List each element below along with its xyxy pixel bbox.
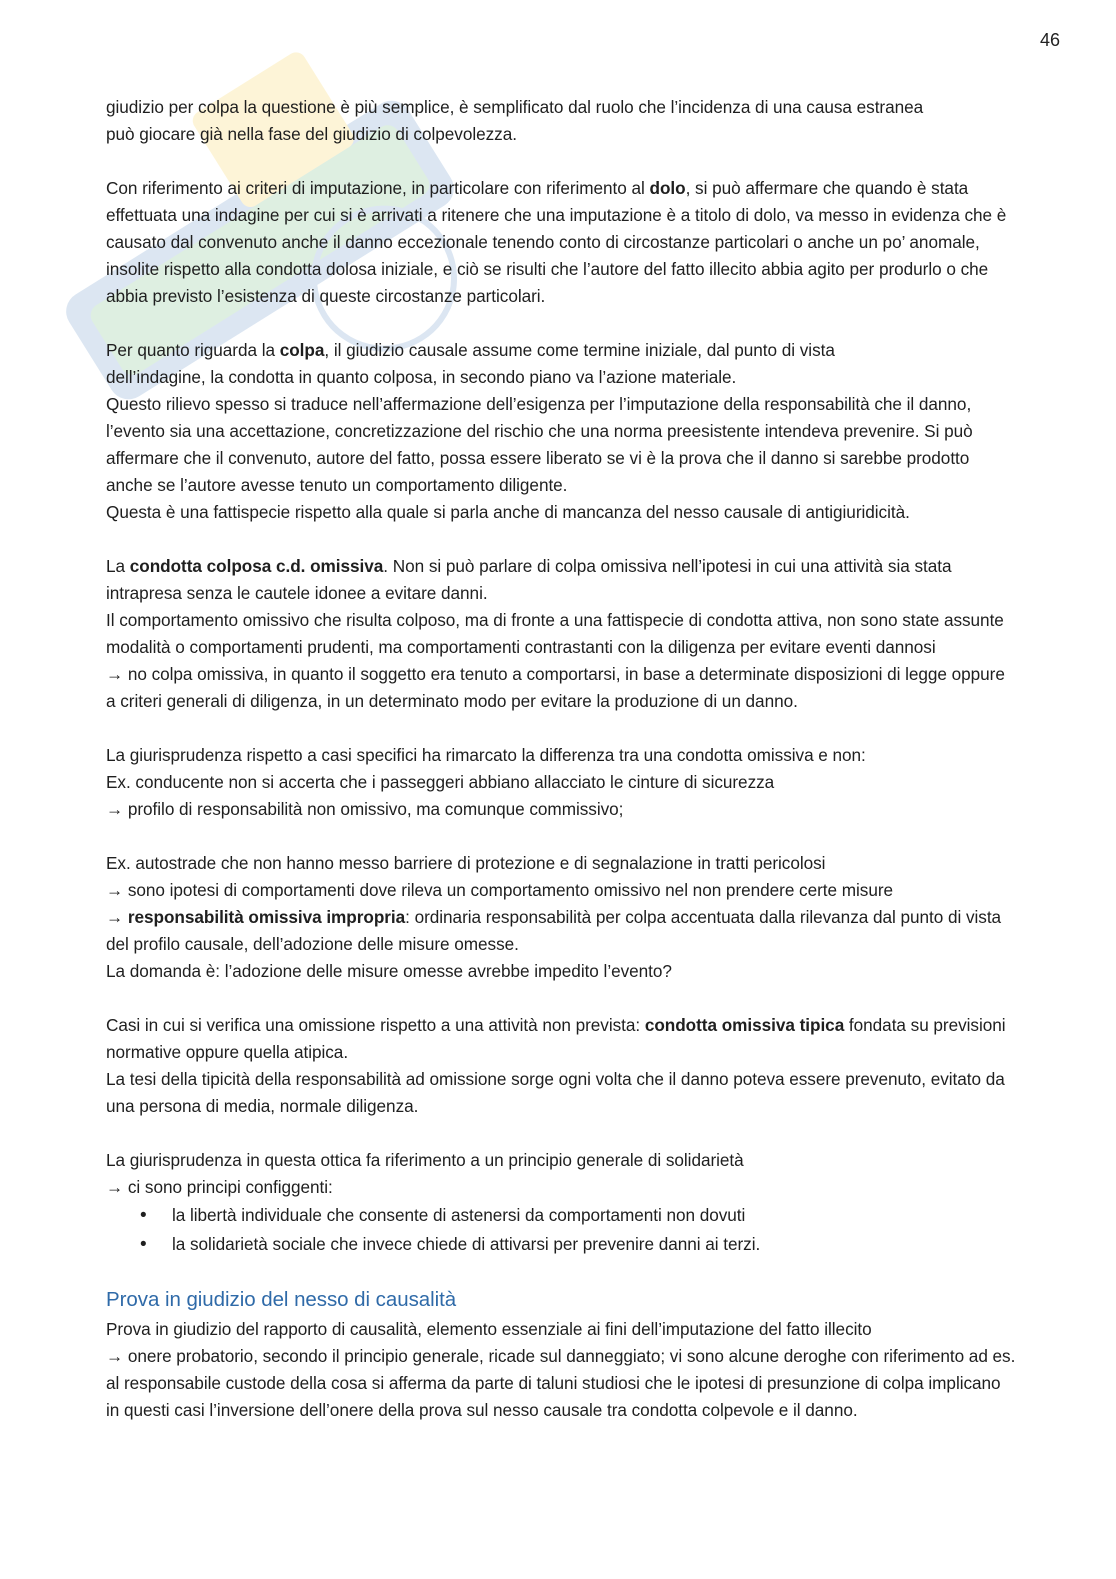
term-condotta-colposa-omissiva: condotta colposa c.d. omissiva [129,556,384,576]
term-responsabilita-omissiva-impropria: responsabilità omissiva impropria [127,907,406,927]
section-heading: Prova in giudizio del nesso di causalità [106,1288,457,1311]
paragraph-colpa: Per quanto riguarda la colpa, il giudizio causale assume come termine iniziale, dal punto di vista dell’indagine, la condotta in quanto colposa, in secondo piano va l’azione materiale. Questo rilievo spesso si traduce nell’affermazione dell’esigenza per l’imputazione della responsabilità che il danno, l’evento sia una accettazione, concretizzazione del rischio che una norma preesistente intendeva prevenire. Si può affermare che il convenuto, autore del fatto, possa essere liberato se vi è la prova che il danno si sarebbe prodotto anche se l’autore avesse tenuto un comportamento diligente. Questa è una fattispecie rispetto alla quale si parla anche di mancanza del nesso causale di antigiuridicità. [106,340,973,522]
paragraph-condotta-omissiva: La condotta colposa c.d. omissiva. Non si può parlare di colpa omissiva nell’ipotesi in cui una attività sia stata intrapresa senza le cautele idonee a evitare danni. Il comportamento omissivo che risulta colposo, ma di fronte a una fattispecie di condotta attiva, non sono state assunte modalità o comportamenti prudenti, ma comportamenti contrastanti con la diligenza per evitare eventi dannosi → no colpa omissiva, in quanto il soggetto era tenuto a comportarsi, in base a determinate disposizioni di legge oppure a criteri generali di diligenza, in un determinato modo per evitare la produzione di un danno. [106,556,1005,711]
page-number: 46 [1039,30,1060,50]
paragraph-prova-causalita: Prova in giudizio del rapporto di causalità, elemento essenziale ai fini dell’imputazione del fatto illecito → onere probatorio, secondo il principio generale, ricade sul danneggiato; vi sono alcune deroghe con riferimento ad es. al responsabile custode della cosa si afferma da parte di taluni studiosi che le ipotesi di presunzione di colpa implicano in questi casi l’inversione dell’onere della prova sul nesso causale tra condotta colpevole e il danno. [106,1319,1016,1420]
paragraph-intro: giudizio per colpa la questione è più semplice, è semplificato dal ruolo che l’incidenza di una causa estranea può giocare già nella fase del giudizio di colpevolezza. [106,97,924,144]
paragraph-omissiva-tipica: Casi in cui si verifica una omissione rispetto a una attività non prevista: condotta omissiva tipica fondata su previsioni normative oppure quella atipica. La tesi della tipicità della responsabilità ad omissione sorge ogni volta che il danno poteva essere prevenuto, evitato da una persona di media, normale diligenza. [106,1015,1006,1116]
paragraph-dolo: Con riferimento ai criteri di imputazione, in particolare con riferimento al dolo, si può affermare che quando è stata effettuata una indagine per cui si è arrivati a ritenere che una imputazione è a titolo di dolo, va messo in evidenza che è causato dal convenuto anche il danno eccezionale tenendo conto di circostanze particolari o anche un po’ anomale, insolite rispetto alla condotta dolosa iniziale, e ciò se risulti che l’autore del fatto illecito abbia agito per produrlo o che abbia previsto l’esistenza di queste circostanze particolari. [106,178,1007,306]
document-body [106,94,1018,1451]
list-item: • la libertà individuale che consente di astenersi da comportamenti non dovuti [106,1201,1018,1230]
term-condotta-omissiva-tipica: condotta omissiva tipica [644,1015,845,1035]
term-colpa: colpa [279,340,325,360]
term-dolo: dolo [649,178,686,198]
bullet-list [106,1201,1018,1259]
paragraph-autostrade: Ex. autostrade che non hanno messo barriere di protezione e di segnalazione in tratti pericolosi → sono ipotesi di comportamenti dove rileva un comportamento omissivo nel non prendere certe misure → responsabilità omissiva impropria: ordinaria responsabilità per colpa accentuata dalla rilevanza dal punto di vista del profilo causale, dell’adozione delle misure omesse. La domanda è: l’adozione delle misure omesse avrebbe impedito l’evento? [106,853,1002,981]
paragraph-giurisprudenza-casi: La giurisprudenza rispetto a casi specifici ha rimarcato la differenza tra una condotta omissiva e non: Ex. conducente non si accerta che i passeggeri abbiano allacciato le cinture di sicurezza → profilo di responsabilità non omissivo, ma comunque commissivo; [106,745,866,819]
list-item: • la solidarietà sociale che invece chiede di attivarsi per prevenire danni ai terzi. [106,1230,1018,1259]
paragraph-solidarieta: La giurisprudenza in questa ottica fa riferimento a un principio generale di solidarietà → ci sono principi configgenti: [106,1150,744,1197]
